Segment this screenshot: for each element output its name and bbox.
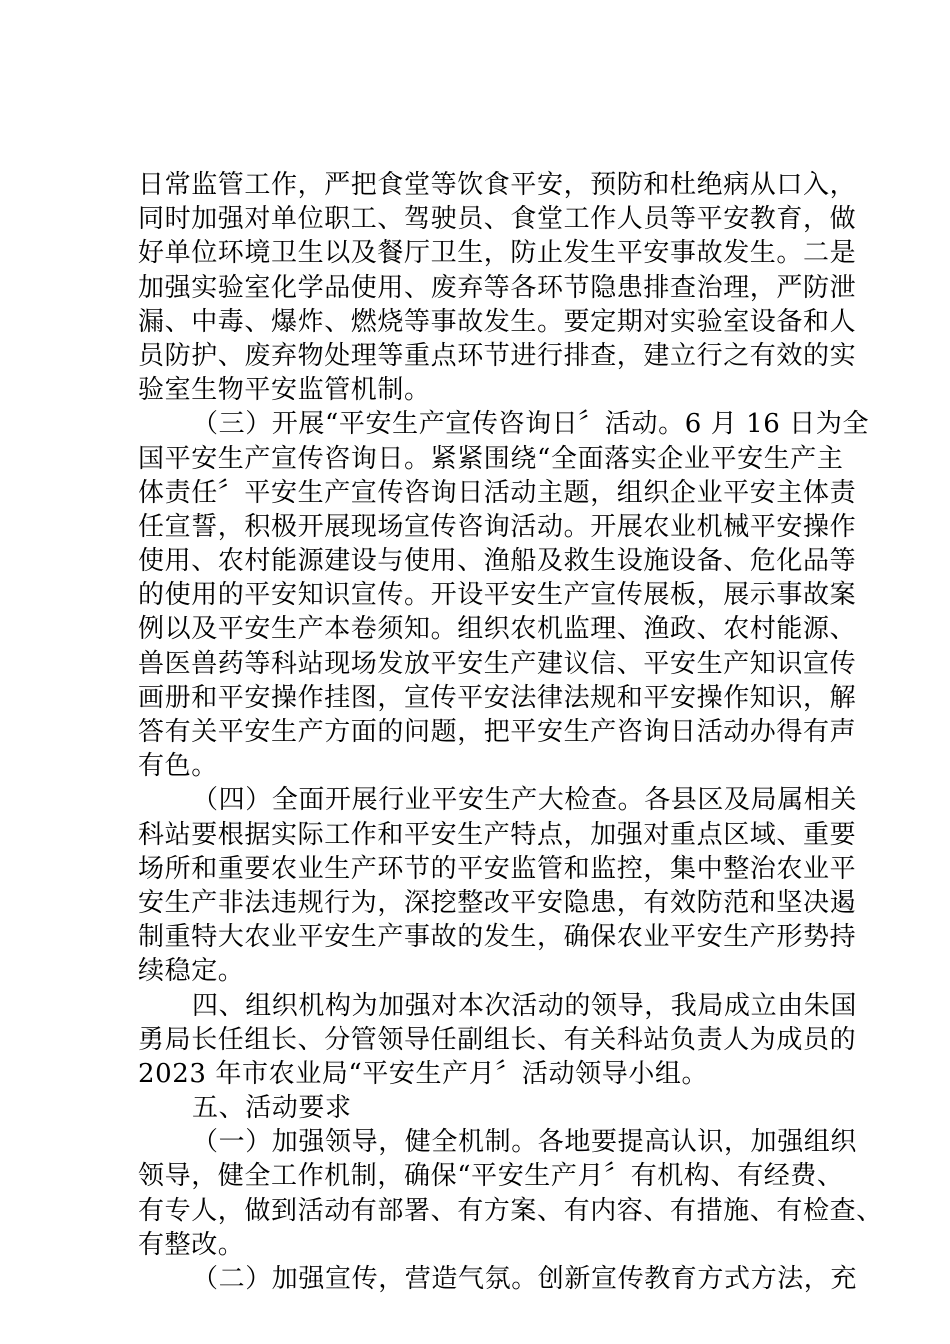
paragraph-first-line: 五、活动要求	[192, 1093, 352, 1124]
text-line: 有整改。	[138, 1229, 245, 1260]
text-line: 日常监管工作，严把食堂等饮食平安，预防和杜绝病从口入，	[138, 170, 857, 200]
paragraph-first-line: （四）全面开展行业平安生产大检查。各县区及局属相关	[192, 785, 858, 816]
text-line: 科站要根据实际工作和平安生产特点，加强对重点区域、重要	[138, 819, 857, 850]
paragraph-first-line: （一）加强领导，健全机制。各地要提高认识，加强组织	[192, 1127, 858, 1158]
text-line: 漏、中毒、爆炸、燃烧等事故发生。要定期对实验室设备和人	[138, 306, 857, 337]
document-body-text	[138, 168, 883, 1296]
text-line: 兽医兽药等科站现场发放平安生产建议信、平安生产知识宣传	[138, 648, 857, 679]
text-line: 加强实验室化学品使用、废弃等各环节隐患排查治理，严防泄	[138, 272, 857, 303]
text-line: 使用、农村能源建设与使用、渔船及救生设施设备、危化品等	[138, 546, 857, 577]
paragraph-first-line: 四、组织机构为加强对本次活动的领导，我局成立由朱国	[192, 990, 858, 1021]
text-line: 续稳定。	[138, 956, 245, 987]
text-line: 验室生物平安监管机制。	[138, 375, 431, 406]
text-line: 例以及平安生产本卷须知。组织农机监理、渔政、农村能源、	[138, 614, 857, 645]
text-line: 有色。	[138, 751, 218, 782]
text-line: 同时加强对单位职工、驾驶员、食堂工作人员等平安教育，做	[138, 204, 857, 235]
text-line: 领导，健全工作机制，确保“平安生产月〞有机构、有经费、	[138, 1161, 844, 1192]
paragraph-first-line: （三）开展“平安生产宣传咨询日〞活动。6 月 16 日为全	[192, 409, 870, 440]
text-line: 画册和平安操作挂图，宣传平安法律法规和平安操作知识，解	[138, 682, 857, 713]
text-line: 国平安生产宣传咨询日。紧紧围绕“全面落实企业平安生产主	[138, 443, 844, 474]
text-line: 体责任〞平安生产宣传咨询日活动主题，组织企业平安主体责	[138, 477, 857, 508]
text-line: 场所和重要农业生产环节的平安监管和监控，集中整治农业平	[138, 853, 857, 884]
text-line: 好单位环境卫生以及餐厅卫生，防止发生平安事故发生。二是	[138, 238, 857, 269]
text-line: 勇局长任组长、分管领导任副组长、有关科站负责人为成员的	[138, 1024, 857, 1055]
text-line: 2023 年市农业局“平安生产月〞活动领导小组。	[138, 1058, 709, 1089]
text-line: 的使用的平安知识宣传。开设平安生产宣传展板，展示事故案	[138, 580, 857, 611]
text-line: 安生产非法违规行为，深挖整改平安隐患，有效防范和坚决遏	[138, 887, 857, 918]
text-line: 答有关平安生产方面的问题，把平安生产咨询日活动办得有声	[138, 717, 857, 747]
text-line: 制重特大农业平安生产事故的发生，确保农业平安生产形势持	[138, 922, 857, 953]
text-line: 员防护、废弃物处理等重点环节进行排查，建立行之有效的实	[138, 340, 857, 371]
text-line: 有专人，做到活动有部署、有方案、有内容、有措施、有检查、	[138, 1195, 883, 1226]
text-line: 任宣誓，积极开展现场宣传咨询活动。开展农业机械平安操作	[138, 511, 857, 542]
paragraph-first-line: （二）加强宣传，营造气氛。创新宣传教育方式方法，充	[192, 1264, 858, 1294]
